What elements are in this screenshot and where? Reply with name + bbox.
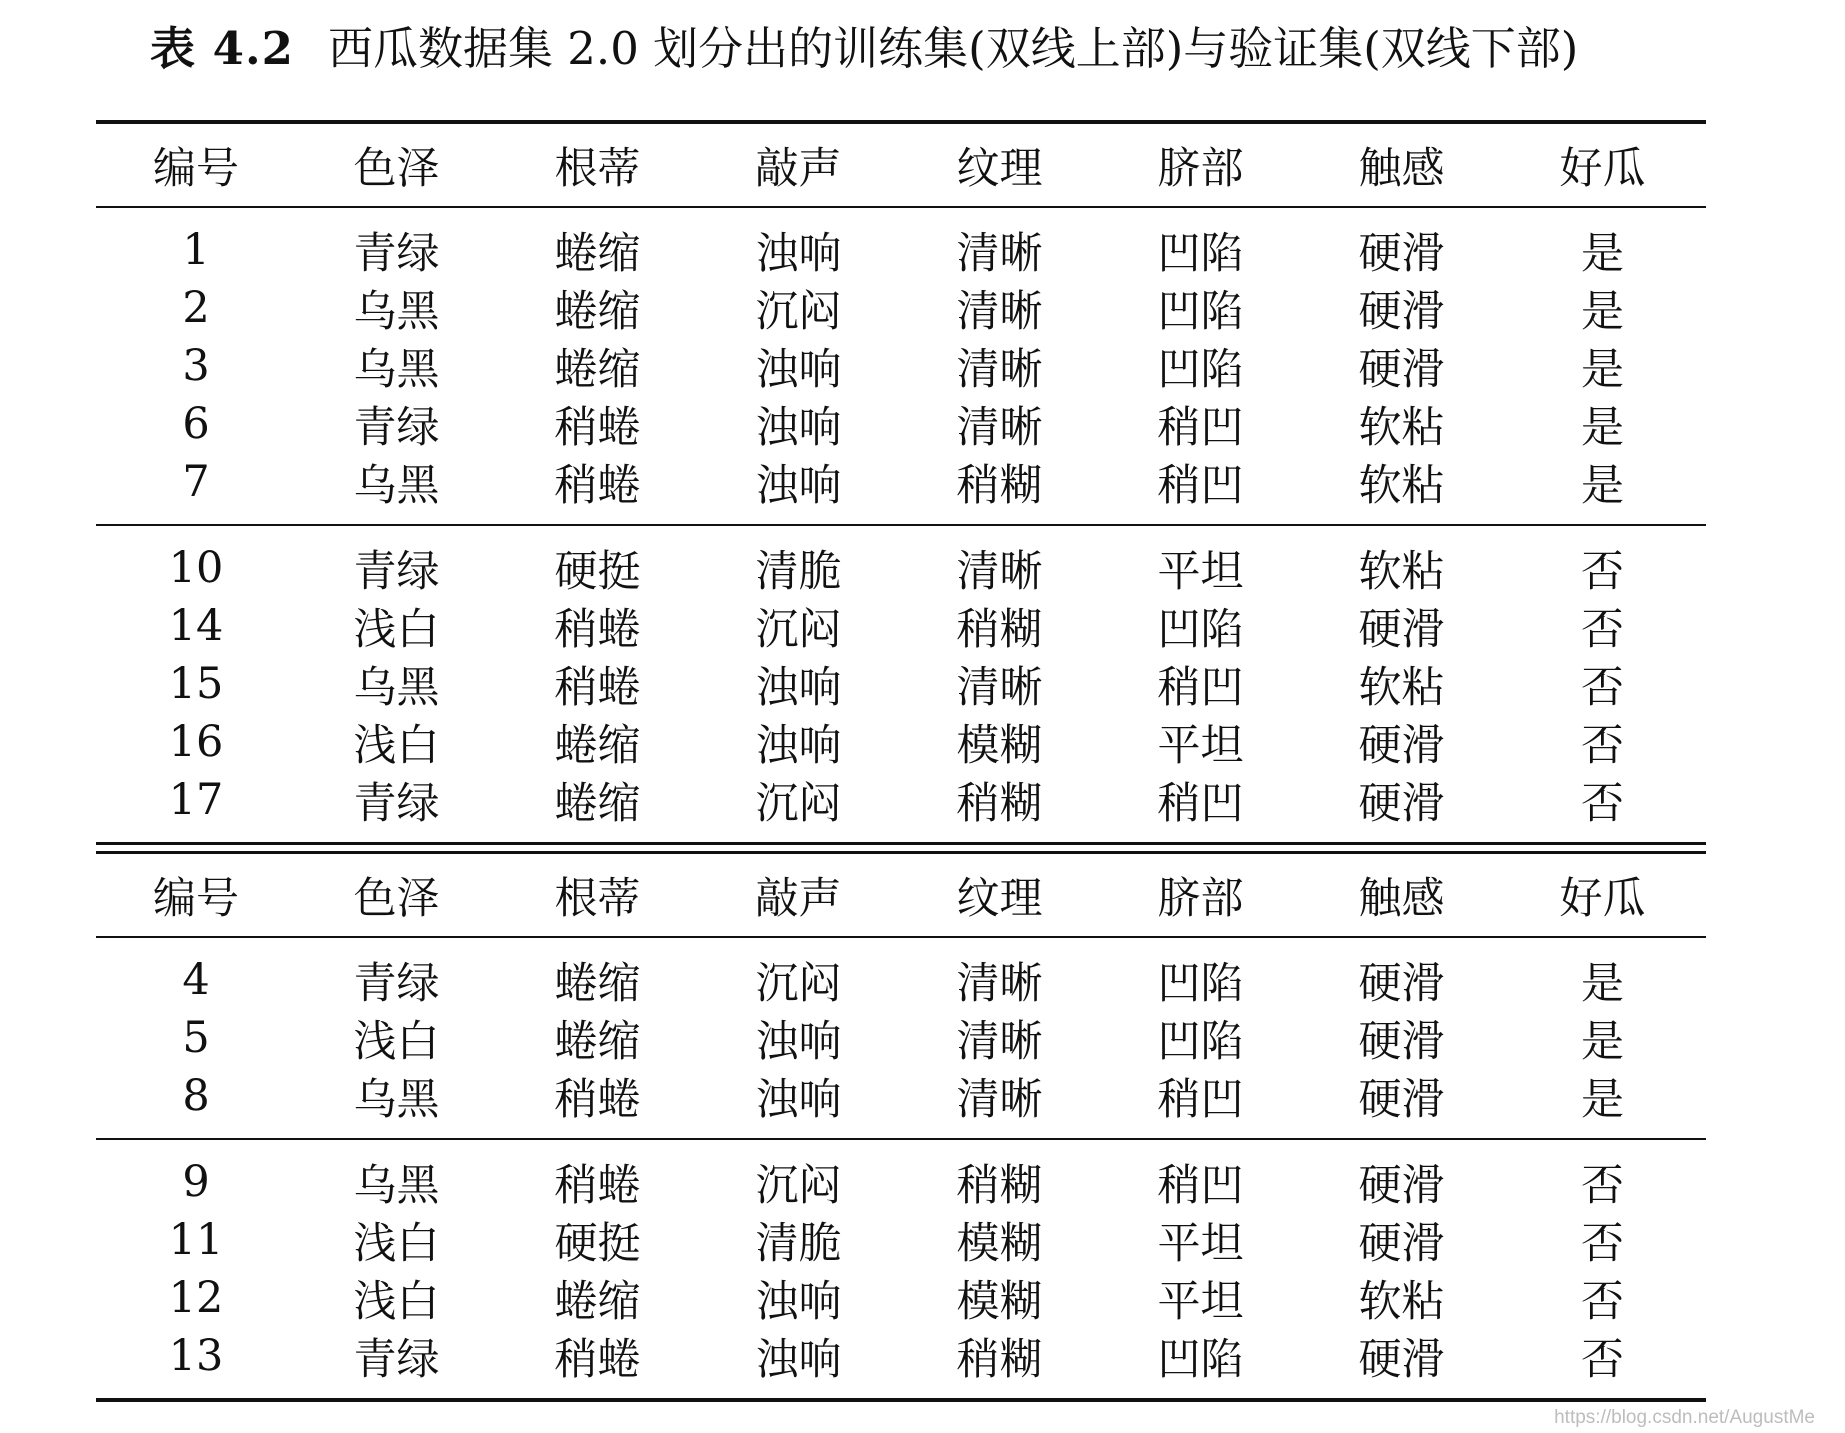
table-cell: 浊响 [755, 460, 842, 511]
table-cell: 清晰 [956, 344, 1043, 395]
table-cell: 沉闷 [755, 286, 842, 337]
table-cell: 否 [1581, 1160, 1624, 1211]
table-cell: 凹陷 [1157, 1334, 1244, 1385]
table-cell: 浊响 [755, 662, 842, 713]
table-row [96, 453, 1706, 511]
table-cell: 稍糊 [956, 604, 1043, 655]
table-cell: 17 [168, 775, 224, 825]
table-cell: 是 [1581, 402, 1624, 453]
table-cell: 是 [1581, 1016, 1624, 1067]
table-cell: 浊响 [755, 1334, 842, 1385]
table-row [96, 1067, 1706, 1125]
table-row [96, 1269, 1706, 1327]
table-cell: 2 [182, 283, 210, 333]
table-cell: 凹陷 [1157, 228, 1244, 279]
table-cell: 青绿 [353, 546, 440, 597]
table-cell: 否 [1581, 546, 1624, 597]
table-cell: 模糊 [956, 1218, 1043, 1269]
double-rule-divider [96, 842, 1706, 854]
table-row [96, 279, 1706, 337]
table-cell: 稍凹 [1157, 1074, 1244, 1125]
table-cell: 乌黑 [353, 1160, 440, 1211]
table-cell: 青绿 [353, 958, 440, 1009]
table-cell: 15 [168, 659, 224, 709]
table-cell: 模糊 [956, 1276, 1043, 1327]
table-cell: 凹陷 [1157, 958, 1244, 1009]
table-row [96, 771, 1706, 829]
table-row [96, 713, 1706, 771]
table-cell: 清晰 [956, 286, 1043, 337]
table-cell: 乌黑 [353, 344, 440, 395]
table-cell: 蜷缩 [554, 778, 641, 829]
table-cell: 14 [168, 601, 224, 651]
table-cell: 3 [182, 341, 210, 391]
table-cell: 乌黑 [353, 460, 440, 511]
table-cell: 浊响 [755, 228, 842, 279]
table-cell: 蜷缩 [554, 286, 641, 337]
table-cell: 否 [1581, 662, 1624, 713]
table-cell: 平坦 [1157, 546, 1244, 597]
table-cell: 稍蜷 [554, 460, 641, 511]
training-positive-group [96, 208, 1706, 524]
table-cell: 7 [182, 457, 210, 507]
table-cell: 浊响 [755, 1016, 842, 1067]
table-cell: 硬挺 [554, 546, 641, 597]
table-caption-text: 西瓜数据集 2.0 划分出的训练集(双线上部)与验证集(双线下部) [327, 22, 1579, 75]
table-cell: 浅白 [353, 1218, 440, 1269]
table-row [96, 395, 1706, 453]
table-row [96, 1153, 1706, 1211]
table-cell: 凹陷 [1157, 604, 1244, 655]
table-cell: 浊响 [755, 402, 842, 453]
table-cell: 清晰 [956, 958, 1043, 1009]
table-cell: 清晰 [956, 1074, 1043, 1125]
table-cell: 硬滑 [1358, 344, 1445, 395]
table-cell: 是 [1581, 958, 1624, 1009]
validation-negative-group [96, 1140, 1706, 1398]
table-cell: 硬滑 [1358, 604, 1445, 655]
table-cell: 清晰 [956, 546, 1043, 597]
table-cell: 硬滑 [1358, 1334, 1445, 1385]
table-cell: 软粘 [1358, 1276, 1445, 1327]
table-cell: 16 [168, 717, 224, 767]
table-row [96, 951, 1706, 1009]
table-caption-label: 表 4.2 [150, 22, 294, 75]
table-cell: 清晰 [956, 402, 1043, 453]
table-cell: 稍凹 [1157, 1160, 1244, 1211]
table-cell: 平坦 [1157, 1218, 1244, 1269]
table-cell: 稍蜷 [554, 1074, 641, 1125]
table-cell: 是 [1581, 460, 1624, 511]
table-cell: 浅白 [353, 720, 440, 771]
table-cell: 清脆 [755, 546, 842, 597]
table-cell: 浅白 [353, 1276, 440, 1327]
table-cell: 6 [182, 399, 210, 449]
table-cell: 浊响 [755, 1276, 842, 1327]
table-row [96, 221, 1706, 279]
table-cell: 乌黑 [353, 662, 440, 713]
header-cell: 根蒂 [554, 143, 641, 194]
table-cell: 稍蜷 [554, 1334, 641, 1385]
table-cell: 稍糊 [956, 1334, 1043, 1385]
table-row [96, 539, 1706, 597]
table-cell: 13 [168, 1331, 224, 1381]
table-cell: 1 [182, 225, 210, 275]
table-cell: 蜷缩 [554, 228, 641, 279]
table-cell: 稍蜷 [554, 1160, 641, 1211]
table-cell: 凹陷 [1157, 1016, 1244, 1067]
table-row [96, 1009, 1706, 1067]
header-cell: 根蒂 [554, 873, 641, 924]
header-cell: 编号 [153, 143, 239, 194]
header-cell: 好瓜 [1559, 873, 1646, 924]
table-cell: 青绿 [353, 228, 440, 279]
table-cell: 稍蜷 [554, 662, 641, 713]
table-cell: 硬滑 [1358, 958, 1445, 1009]
header-cell: 纹理 [956, 873, 1043, 924]
table-cell: 是 [1581, 286, 1624, 337]
table-cell: 否 [1581, 778, 1624, 829]
table-cell: 模糊 [956, 720, 1043, 771]
watermelon-dataset-table [96, 120, 1706, 1402]
table-cell: 青绿 [353, 1334, 440, 1385]
header-cell: 脐部 [1157, 143, 1244, 194]
table-cell: 凹陷 [1157, 344, 1244, 395]
header-row-validation [96, 854, 1706, 936]
header-cell: 触感 [1358, 873, 1445, 924]
table-cell: 稍蜷 [554, 402, 641, 453]
header-cell: 色泽 [353, 873, 440, 924]
table-cell: 清脆 [755, 1218, 842, 1269]
table-cell: 否 [1581, 604, 1624, 655]
table-cell: 平坦 [1157, 1276, 1244, 1327]
table-cell: 蜷缩 [554, 958, 641, 1009]
table-cell: 硬滑 [1358, 1160, 1445, 1211]
table-cell: 硬滑 [1358, 1218, 1445, 1269]
table-cell: 清晰 [956, 1016, 1043, 1067]
table-cell: 是 [1581, 1074, 1624, 1125]
table-cell: 沉闷 [755, 778, 842, 829]
table-cell: 稍凹 [1157, 778, 1244, 829]
table-row [96, 1211, 1706, 1269]
table-cell: 沉闷 [755, 958, 842, 1009]
watermark: https://blog.csdn.net/AugustMe [1554, 1407, 1815, 1428]
table-cell: 否 [1581, 720, 1624, 771]
table-cell: 软粘 [1358, 460, 1445, 511]
table-row [96, 1327, 1706, 1385]
bottom-rule [96, 1398, 1706, 1402]
table-caption [150, 18, 1578, 80]
table-cell: 青绿 [353, 402, 440, 453]
table-row [96, 337, 1706, 395]
header-cell: 好瓜 [1559, 143, 1646, 194]
table-cell: 浅白 [353, 1016, 440, 1067]
table-row [96, 655, 1706, 713]
table-cell: 稍凹 [1157, 402, 1244, 453]
table-cell: 硬滑 [1358, 1074, 1445, 1125]
table-cell: 软粘 [1358, 546, 1445, 597]
table-cell: 浊响 [755, 720, 842, 771]
header-cell: 触感 [1358, 143, 1445, 194]
table-cell: 是 [1581, 344, 1624, 395]
table-cell: 浊响 [755, 344, 842, 395]
table-cell: 硬滑 [1358, 778, 1445, 829]
table-cell: 浅白 [353, 604, 440, 655]
table-cell: 硬滑 [1358, 720, 1445, 771]
table-cell: 硬滑 [1358, 228, 1445, 279]
table-cell: 稍凹 [1157, 662, 1244, 713]
table-cell: 蜷缩 [554, 1276, 641, 1327]
table-cell: 稍蜷 [554, 604, 641, 655]
header-cell: 敲声 [755, 873, 842, 924]
table-cell: 稍糊 [956, 778, 1043, 829]
table-cell: 青绿 [353, 778, 440, 829]
validation-positive-group [96, 938, 1706, 1138]
table-cell: 软粘 [1358, 662, 1445, 713]
table-cell: 软粘 [1358, 402, 1445, 453]
table-cell: 硬滑 [1358, 1016, 1445, 1067]
table-cell: 凹陷 [1157, 286, 1244, 337]
table-cell: 是 [1581, 228, 1624, 279]
table-cell: 平坦 [1157, 720, 1244, 771]
table-cell: 沉闷 [755, 1160, 842, 1211]
table-cell: 否 [1581, 1334, 1624, 1385]
header-cell: 编号 [153, 873, 239, 924]
training-negative-group [96, 526, 1706, 842]
table-cell: 乌黑 [353, 286, 440, 337]
table-cell: 稍糊 [956, 460, 1043, 511]
table-cell: 4 [182, 955, 210, 1005]
table-cell: 浊响 [755, 1074, 842, 1125]
table-cell: 蜷缩 [554, 344, 641, 395]
table-cell: 硬挺 [554, 1218, 641, 1269]
header-cell: 色泽 [353, 143, 440, 194]
table-cell: 否 [1581, 1276, 1624, 1327]
table-cell: 否 [1581, 1218, 1624, 1269]
table-cell: 硬滑 [1358, 286, 1445, 337]
header-row-training [96, 124, 1706, 206]
table-cell: 5 [182, 1013, 210, 1063]
table-cell: 蜷缩 [554, 720, 641, 771]
table-cell: 乌黑 [353, 1074, 440, 1125]
header-cell: 纹理 [956, 143, 1043, 194]
table-cell: 11 [168, 1215, 224, 1265]
table-cell: 9 [182, 1157, 210, 1207]
table-cell: 清晰 [956, 228, 1043, 279]
table-cell: 稍凹 [1157, 460, 1244, 511]
table-cell: 蜷缩 [554, 1016, 641, 1067]
table-cell: 稍糊 [956, 1160, 1043, 1211]
header-cell: 敲声 [755, 143, 842, 194]
table-row [96, 597, 1706, 655]
table-cell: 8 [182, 1071, 210, 1121]
table-cell: 清晰 [956, 662, 1043, 713]
table-cell: 12 [168, 1273, 224, 1323]
table-cell: 沉闷 [755, 604, 842, 655]
header-cell: 脐部 [1157, 873, 1244, 924]
table-cell: 10 [168, 543, 224, 593]
